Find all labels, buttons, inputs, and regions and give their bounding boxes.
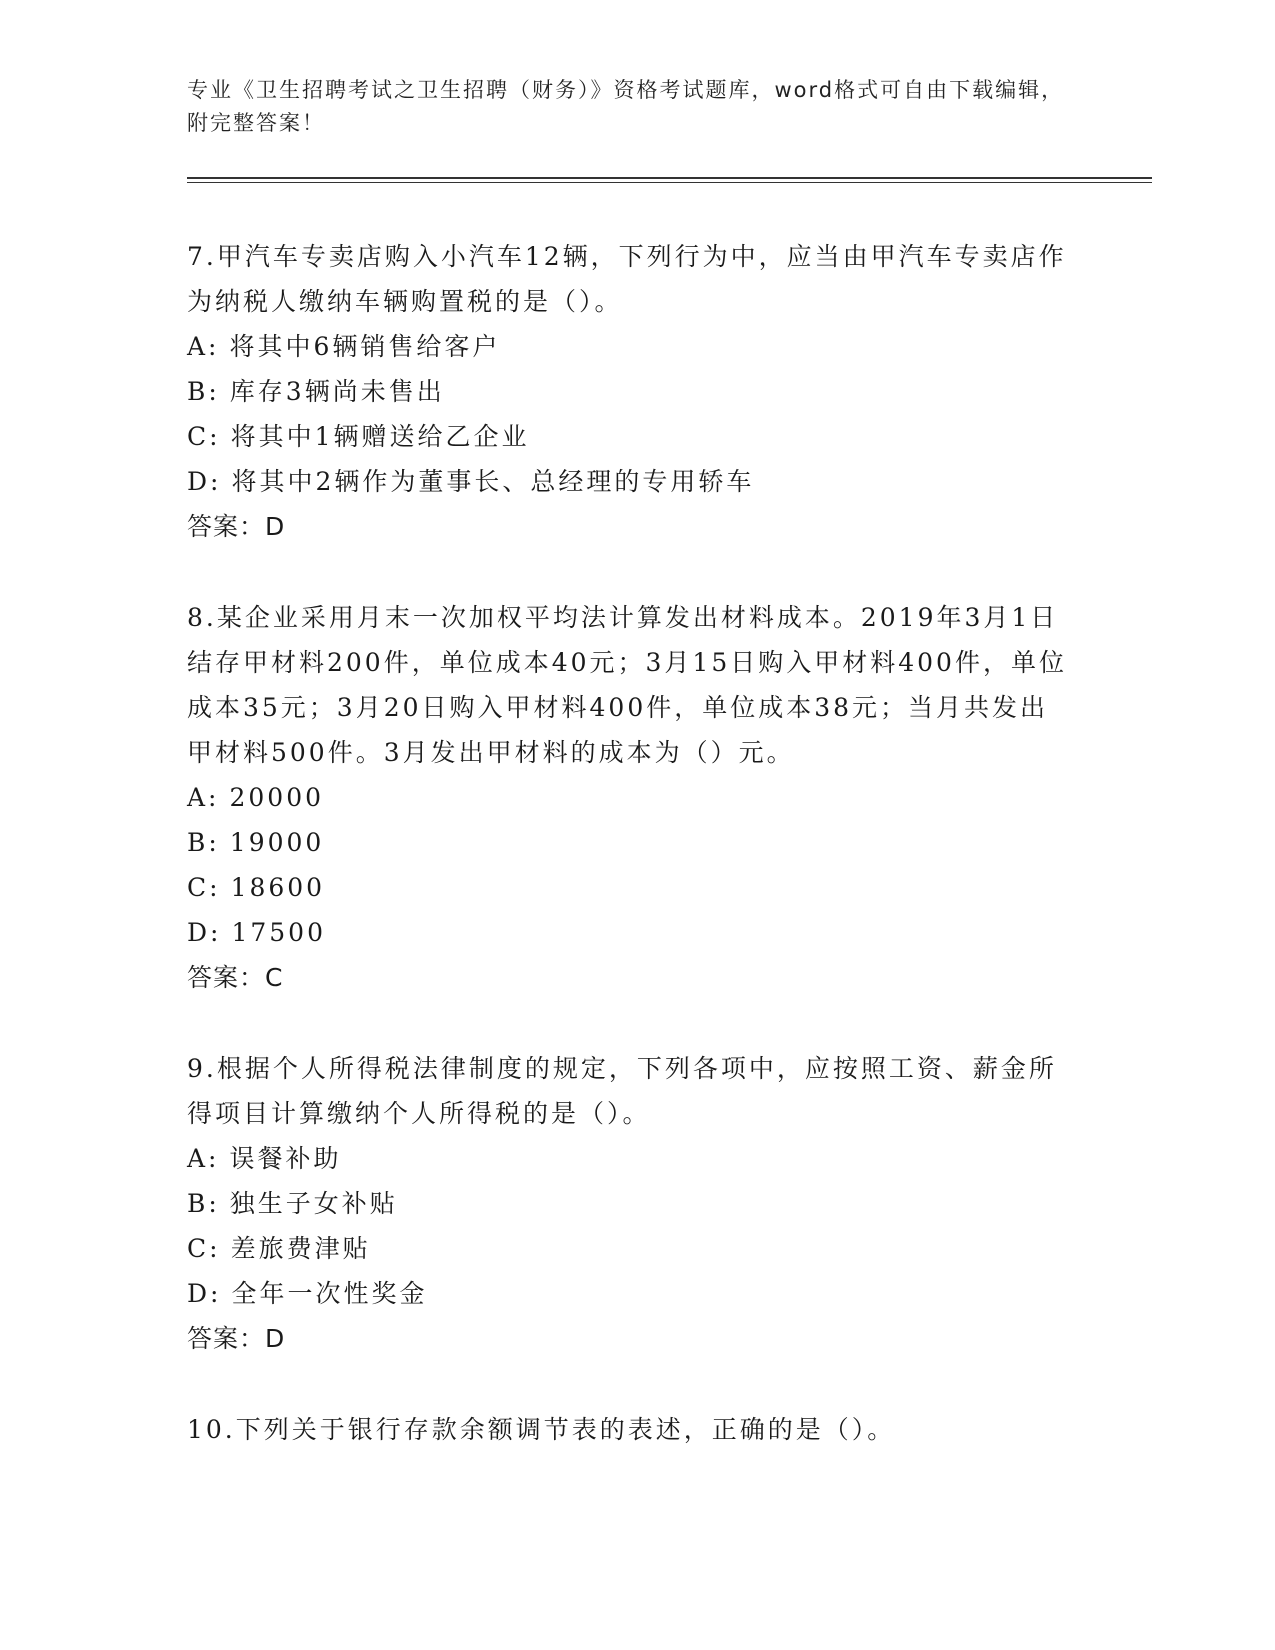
option-text: 独生子女补贴 — [229, 1189, 398, 1218]
page-header: 专业《卫生招聘考试之卫生招聘（财务）》资格考试题库，word格式可自由下载编辑，附完整答案！ — [187, 78, 1065, 135]
answer-line: 答案：D — [187, 512, 286, 541]
answer-line: 答案：D — [187, 1324, 286, 1353]
spacer — [187, 1361, 1067, 1407]
option-letter: D: — [187, 467, 222, 496]
option-letter: C: — [187, 422, 221, 451]
option-text: 库存3辆尚未售出 — [229, 377, 445, 406]
option-d — [187, 910, 1067, 955]
option-b — [187, 820, 1067, 865]
answer-line: 答案：C — [187, 963, 284, 992]
question-7 — [187, 234, 1067, 549]
question-list — [187, 234, 1067, 1452]
option-b — [187, 369, 1067, 414]
option-letter: C: — [187, 1234, 221, 1263]
option-text: 将其中1辆赠送给乙企业 — [230, 422, 530, 451]
question-text: 8.某企业采用月末一次加权平均法计算发出材料成本。2019年3月1日结存甲材料200件，单位成本40元；3月15日购入甲材料400件，单位成本35元；3月20日购入甲材料400件，单位成本38元；当月共发出甲材料500件。3月发出甲材料的成本为（）元。 — [187, 603, 1067, 767]
option-text: 20000 — [229, 783, 325, 812]
header-divider-top — [187, 177, 1152, 179]
option-text: 17500 — [231, 918, 326, 947]
option-c — [187, 865, 1067, 910]
option-letter: D: — [187, 1279, 222, 1308]
question-9 — [187, 1046, 1067, 1361]
option-letter: D: — [187, 918, 222, 947]
option-text: 将其中6辆销售给客户 — [229, 332, 501, 361]
spacer — [187, 549, 1067, 595]
question-text: 7.甲汽车专卖店购入小汽车12辆，下列行为中，应当由甲汽车专卖店作为纳税人缴纳车辆购置税的是（）。 — [187, 242, 1067, 316]
option-letter: B: — [187, 1189, 220, 1218]
option-text: 18600 — [230, 873, 326, 902]
option-a — [187, 324, 1067, 369]
option-text: 将其中2辆作为董事长、总经理的专用轿车 — [231, 467, 755, 496]
option-letter: A: — [187, 1144, 220, 1173]
option-text: 差旅费津贴 — [230, 1234, 371, 1263]
option-text: 19000 — [229, 828, 325, 857]
header-divider-bottom — [187, 182, 1152, 183]
question-10 — [187, 1407, 1067, 1452]
question-text: 10.下列关于银行存款余额调节表的表述，正确的是（）。 — [187, 1415, 896, 1444]
option-a — [187, 775, 1067, 820]
option-d — [187, 459, 1067, 504]
option-letter: B: — [187, 377, 220, 406]
question-text: 9.根据个人所得税法律制度的规定，下列各项中，应按照工资、薪金所得项目计算缴纳个人所得税的是（）。 — [187, 1054, 1057, 1128]
option-letter: C: — [187, 873, 221, 902]
option-text: 误餐补助 — [229, 1144, 342, 1173]
option-c — [187, 1226, 1067, 1271]
option-d — [187, 1271, 1067, 1316]
option-a — [187, 1136, 1067, 1181]
question-8 — [187, 595, 1067, 1000]
option-text: 全年一次性奖金 — [231, 1279, 428, 1308]
option-letter: B: — [187, 828, 220, 857]
option-b — [187, 1181, 1067, 1226]
option-letter: A: — [187, 332, 220, 361]
spacer — [187, 1000, 1067, 1046]
option-c — [187, 414, 1067, 459]
option-letter: A: — [187, 783, 220, 812]
